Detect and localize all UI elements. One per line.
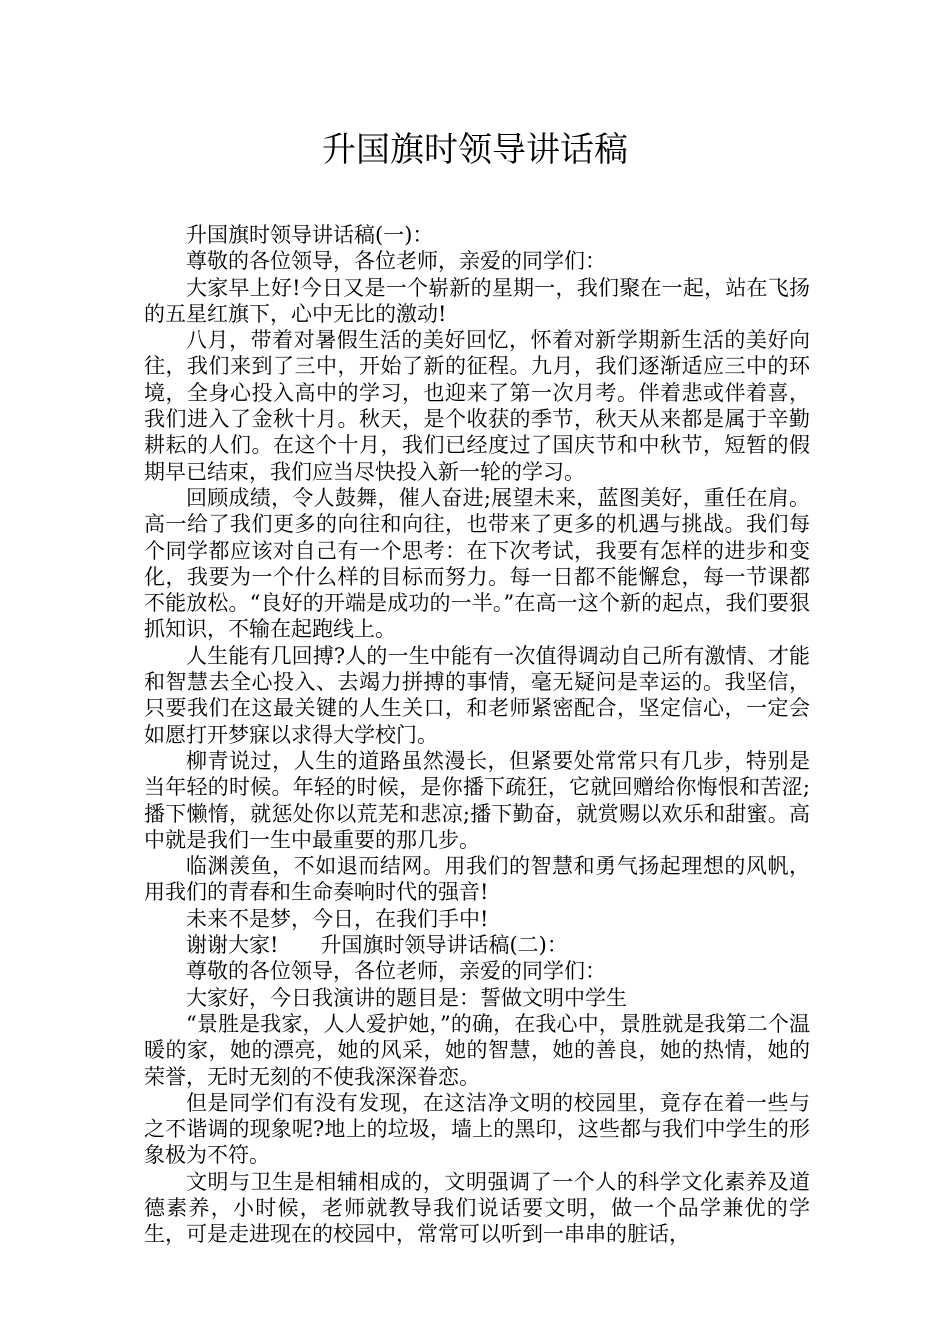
paragraph: 大家好，今日我演讲的题目是：誓做文明中学生 <box>186 985 627 1010</box>
document-body <box>144 222 810 1248</box>
paragraph: 文明与卫生是相辅相成的，文明强调了一个人的科学文化素养及道德素养，小时候，老师就教导我们说话要文明，做一个品学兼优的学生，可是走进现在的校园中，常常可以听到一串串的脏话， <box>144 1169 810 1247</box>
document-title: 升国旗时领导讲话稿 <box>322 130 628 170</box>
paragraph: 八月，带着对暑假生活的美好回忆，怀着对新学期新生活的美好向往，我们来到了三中，开始了新的征程。九月，我们逐渐适应三中的环境，全身心投入高中的学习，也迎来了第一次月考。伴着悲或伴着喜，我们进入了金秋十月。秋天，是个收获的季节，秋天从来都是属于辛勤耕耘的人们。在这个十月，我们已经度过了国庆节和中秋节，短暂的假期早已结束，我们应当尽快投入新一轮的学习。 <box>144 328 810 484</box>
paragraph: 未来不是梦，今日，在我们手中! <box>186 906 489 931</box>
paragraph: 临渊羡鱼，不如退而结网。用我们的智慧和勇气扬起理想的风帆，用我们的青春和生命奏响时代的强音! <box>144 854 810 905</box>
paragraph: 人生能有几回搏?人的一生中能有一次值得调动自己所有激情、才能和智慧去全心投入、去竭力拼搏的事情，毫无疑问是幸运的。我坚信，只要我们在这最关键的人生关口，和老师紧密配合，坚定信心，一定会如愿打开梦寐以求得大学校门。 <box>144 643 810 747</box>
paragraph: 谢谢大家! 升国旗时领导讲话稿(二)： <box>186 933 568 958</box>
paragraph: 尊敬的各位领导，各位老师，亲爱的同学们： <box>186 249 606 274</box>
paragraph: 大家早上好!今日又是一个崭新的星期一，我们聚在一起，站在飞扬的五星红旗下，心中无比的激动! <box>144 275 810 326</box>
paragraph: 但是同学们有没有发现，在这洁净文明的校园里，竟存在着一些与之不谐调的现象呢?地上的垃圾，墙上的黑印，这些都与我们中学生的形象极为不符。 <box>144 1090 810 1168</box>
paragraph: 升国旗时领导讲话稿(一)： <box>186 223 434 247</box>
paragraph: 尊敬的各位领导，各位老师，亲爱的同学们： <box>186 959 606 984</box>
paragraph: 柳青说过，人生的道路虽然漫长，但紧要处常常只有几步，特别是当年轻的时候。年轻的时候，是你播下疏狂，它就回赠给你悔恨和苦涩;播下懒惰，就惩处你以荒芜和悲凉;播下勤奋，就赏赐以欢乐和甜蜜。高中就是我们一生中最重要的那几步。 <box>144 748 810 852</box>
paragraph: “景胜是我家，人人爱护她，”的确，在我心中，景胜就是我第二个温暖的家，她的漂亮，她的风采，她的智慧，她的善良，她的热情，她的荣誉，无时无刻的不使我深深眷恋。 <box>144 1011 810 1089</box>
paragraph: 回顾成绩，令人鼓舞，催人奋进;展望未来，蓝图美好，重任在肩。高一给了我们更多的向往和向往，也带来了更多的机遇与挑战。我们每个同学都应该对自己有一个思考：在下次考试，我要有怎样的进步和变化，我要为一个什么样的目标而努力。每一日都不能懈怠，每一节课都不能放松。“良好的开端是成功的一半。”在高一这个新的起点，我们要狠抓知识，不输在起跑线上。 <box>144 485 810 642</box>
